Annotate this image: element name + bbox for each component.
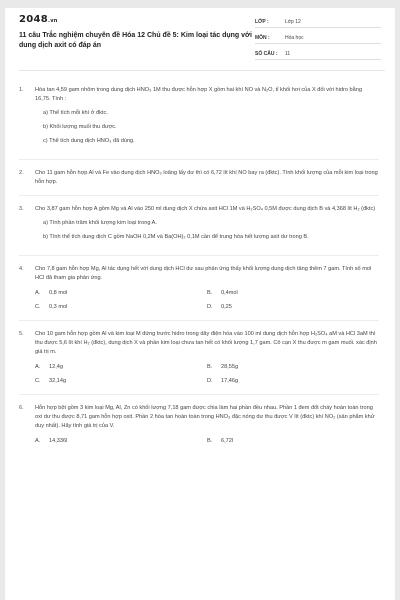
- meta-subject-value: Hóa học: [285, 34, 304, 41]
- answer-option-d[interactable]: D. 0,25: [207, 304, 232, 310]
- meta-count: [255, 48, 381, 60]
- question-divider: [19, 195, 379, 196]
- meta-class-value: Lớp 12: [285, 18, 301, 25]
- question-number: 1.: [19, 87, 24, 93]
- answer-option-c[interactable]: C. 0,3 mol: [35, 304, 68, 310]
- answer-option-c[interactable]: C. 32,14g: [35, 378, 67, 384]
- meta-count-label: SỐ CÂU :: [255, 50, 278, 57]
- question-number: 2.: [19, 170, 24, 176]
- header-divider: [19, 70, 385, 71]
- answer-options: [35, 289, 379, 312]
- question-divider: [19, 394, 379, 395]
- question-3: [19, 205, 379, 247]
- meta-class: [255, 16, 381, 28]
- site-logo[interactable]: 2048.vn: [19, 14, 58, 25]
- question-number: 5.: [19, 331, 24, 337]
- document-header: [5, 8, 395, 66]
- question-5: [19, 330, 379, 386]
- question-divider: [19, 320, 379, 321]
- answer-options: [35, 437, 379, 446]
- question-4: [19, 265, 379, 312]
- document-title: 11 câu Trắc nghiệm chuyên đề Hóa 12 Chủ đề 5: Kim loại tác dụng với dung dịch axit có đáp án: [19, 32, 252, 49]
- answer-option-b[interactable]: B. 0,4mol: [207, 290, 238, 296]
- answer-option-d[interactable]: D. 17,46g: [207, 378, 239, 384]
- sub-question: c) Thể tích dung dịch HNO₃ đã dùng.: [43, 138, 135, 144]
- document-meta: [255, 16, 381, 64]
- answer-option-b[interactable]: B. 28,55g: [207, 364, 239, 370]
- sub-question: b) Tính thể tích dung dịch C gồm NaOH 0,2M và Ba(OH)₂ 0,1M cần để trung hòa hết lượng axit dư trong B.: [43, 234, 309, 240]
- question-text: Cho 11 gam hỗn hợp Al và Fe vào dung dịch HNO₃ loãng lấy dư thì có 6,72 lít khí NO bay ra (đktc). Tính khối lượng của mỗi kim loại trong hỗn hợp.: [35, 170, 378, 185]
- question-2: [19, 169, 379, 187]
- question-text: Cho 10 gam hỗn hợp gồm Al và kim loại M đứng trước hidro trong dãy điện hóa vào 100 ml dung dịch hỗn hợp H₂SO₄ aM và HCl 3aM thì thu được 5,6 lít khí H₂ (đktc), dung dịch X và phần kim loại chưa tan hết có khối lượng 1,7 gam. Cô cạn X thu được m gam muối. xác định giá trị m.: [35, 331, 377, 355]
- question-6: [19, 404, 379, 446]
- answer-option-a[interactable]: A. 12,4g: [35, 364, 63, 370]
- question-divider: [19, 159, 379, 160]
- question-number: 6.: [19, 405, 24, 411]
- question-text: Hỗn hợp bột gồm 3 kim loại Mg, Al, Zn có khối lượng 7,18 gam được chia làm hai phần đều nhau. Phần 1 đem đốt cháy hoàn toàn trong oxi dư thu được 8,71 gam hỗn hợp oxit. Phần 2 hòa tan hoàn toàn trong HNO₃ đặc nóng dư thu được V lít (đktc) khí NO₂ (sản phẩm khử duy nhất). Hãy tính giá trị của V.: [35, 405, 375, 429]
- sub-question: a) Tính phần trăm khối lượng kim loại trong A.: [43, 220, 157, 226]
- meta-count-value: 11: [285, 50, 291, 57]
- meta-subject: [255, 32, 381, 44]
- question-number: 3.: [19, 206, 24, 212]
- question-number: 4.: [19, 266, 24, 272]
- answer-option-a[interactable]: A. 0,8 mol: [35, 290, 68, 296]
- question-text: Hòa tan 4,59 gam nhôm trong dung dịch HNO₃ 1M thu được hỗn hợp X gồm hai khí NO và N₂O, tỉ khối hơi của X đối với hidro bằng 16,75. Tính :: [35, 87, 362, 102]
- question-text: Cho 3,87 gam hỗn hợp A gồm Mg và Al vào 250 ml dung dịch X chứa axit HCl 1M và H₂SO₄ 0,5M được dung dịch B và 4,368 lít H₂ (đktc): [35, 206, 376, 212]
- sub-question: a) Thể tích mỗi khí ở đktc.: [43, 110, 108, 116]
- question-list: [19, 86, 379, 446]
- question-1: [19, 86, 379, 151]
- sub-question: b) Khối lượng muối thu được.: [43, 124, 117, 130]
- answer-option-b[interactable]: B. 6,72l: [207, 438, 234, 444]
- question-text: Cho 7,8 gam hỗn hợp Mg, Al tác dụng hết với dung dịch HCl dư sau phản ứng thấy khối lượng dung dịch tăng thêm 7 gam. Tính số mol HCl đã tham gia phản ứng.: [35, 266, 372, 281]
- answer-options: [35, 363, 379, 386]
- answer-option-a[interactable]: A. 14,336l: [35, 438, 68, 444]
- meta-class-label: LỚP :: [255, 18, 269, 25]
- meta-subject-label: MÔN :: [255, 34, 270, 41]
- document-page: [5, 8, 395, 600]
- question-divider: [19, 255, 379, 256]
